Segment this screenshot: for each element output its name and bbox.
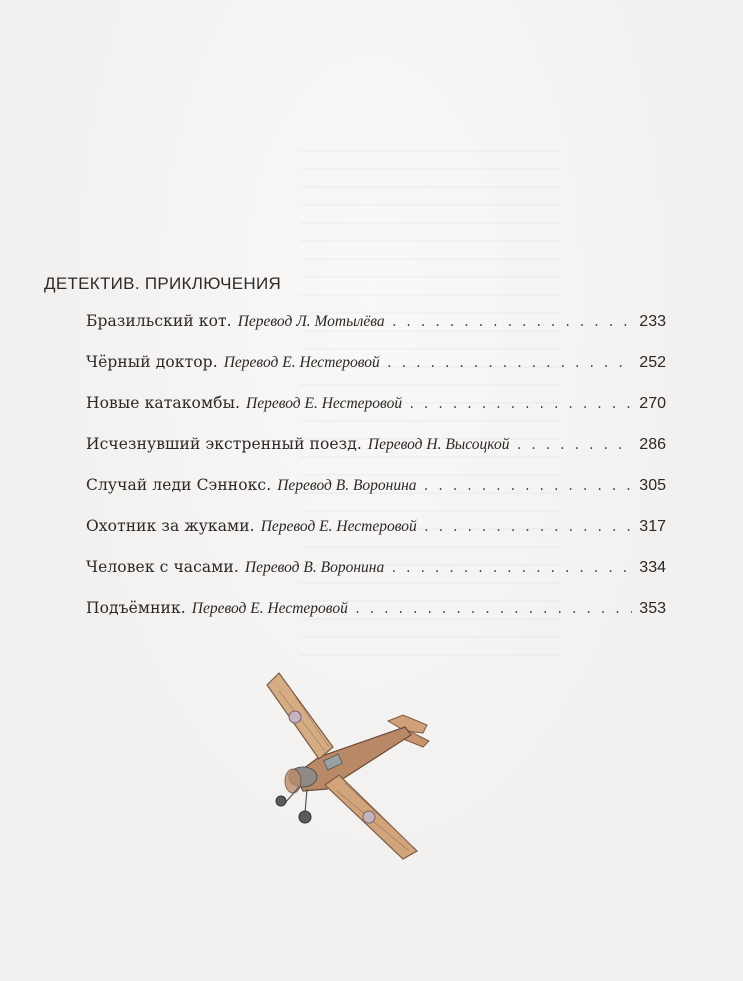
section-heading: ДЕТЕКТИВ. ПРИКЛЮЧЕНИЯ bbox=[44, 274, 282, 293]
toc-entry[interactable] bbox=[86, 353, 666, 394]
dot-leader bbox=[390, 561, 632, 575]
entry-translator: Перевод Е. Нестеровой bbox=[246, 395, 403, 412]
dot-leader bbox=[423, 520, 632, 534]
entry-title: Новые катакомбы. bbox=[86, 394, 241, 412]
entry-title: Человек с часами. bbox=[86, 558, 239, 576]
table-of-contents bbox=[86, 312, 666, 640]
entry-translator: Перевод Е. Нестеровой bbox=[260, 518, 417, 535]
entry-page-number: 353 bbox=[639, 600, 666, 617]
dot-leader bbox=[515, 438, 632, 452]
entry-page-number: 286 bbox=[639, 436, 666, 453]
toc-entry[interactable] bbox=[86, 599, 666, 640]
entry-page-number: 233 bbox=[639, 313, 666, 330]
entry-page-number: 317 bbox=[639, 518, 666, 535]
toc-entry[interactable] bbox=[86, 517, 666, 558]
entry-page-number: 334 bbox=[639, 559, 666, 576]
landing-gear bbox=[276, 787, 311, 823]
toc-entry[interactable] bbox=[86, 394, 666, 435]
monoplane-illustration-icon bbox=[255, 665, 440, 865]
entry-title: Случай леди Сэннокс. bbox=[86, 476, 272, 494]
entry-translator: Перевод В. Воронина bbox=[244, 559, 385, 576]
dot-leader bbox=[408, 397, 632, 411]
dot-leader bbox=[354, 602, 632, 616]
toc-entry[interactable] bbox=[86, 435, 666, 476]
entry-translator: Перевод В. Воронина bbox=[277, 477, 417, 494]
entry-translator: Перевод Н. Высоцкой bbox=[367, 436, 510, 453]
entry-title: Исчезнувший экстренный поезд. bbox=[86, 435, 362, 453]
toc-entry[interactable] bbox=[86, 558, 666, 599]
toc-entry[interactable] bbox=[86, 312, 666, 353]
entry-page-number: 270 bbox=[639, 395, 666, 412]
entry-title: Охотник за жуками. bbox=[86, 517, 255, 535]
entry-title: Бразильский кот. bbox=[86, 312, 232, 330]
dot-leader bbox=[423, 479, 632, 493]
dot-leader bbox=[386, 356, 632, 370]
dot-leader bbox=[391, 315, 632, 329]
entry-translator: Перевод Е. Нестеровой bbox=[191, 600, 348, 617]
entry-title: Подъёмник. bbox=[86, 599, 186, 617]
lower-wing bbox=[325, 775, 417, 859]
toc-entry[interactable] bbox=[86, 476, 666, 517]
entry-translator: Перевод Е. Нестеровой bbox=[223, 354, 380, 371]
entry-title: Чёрный доктор. bbox=[86, 353, 218, 371]
upper-wing bbox=[267, 673, 333, 759]
entry-page-number: 252 bbox=[639, 354, 666, 371]
entry-translator: Перевод Л. Мотылёва bbox=[237, 313, 385, 330]
entry-page-number: 305 bbox=[639, 477, 666, 494]
